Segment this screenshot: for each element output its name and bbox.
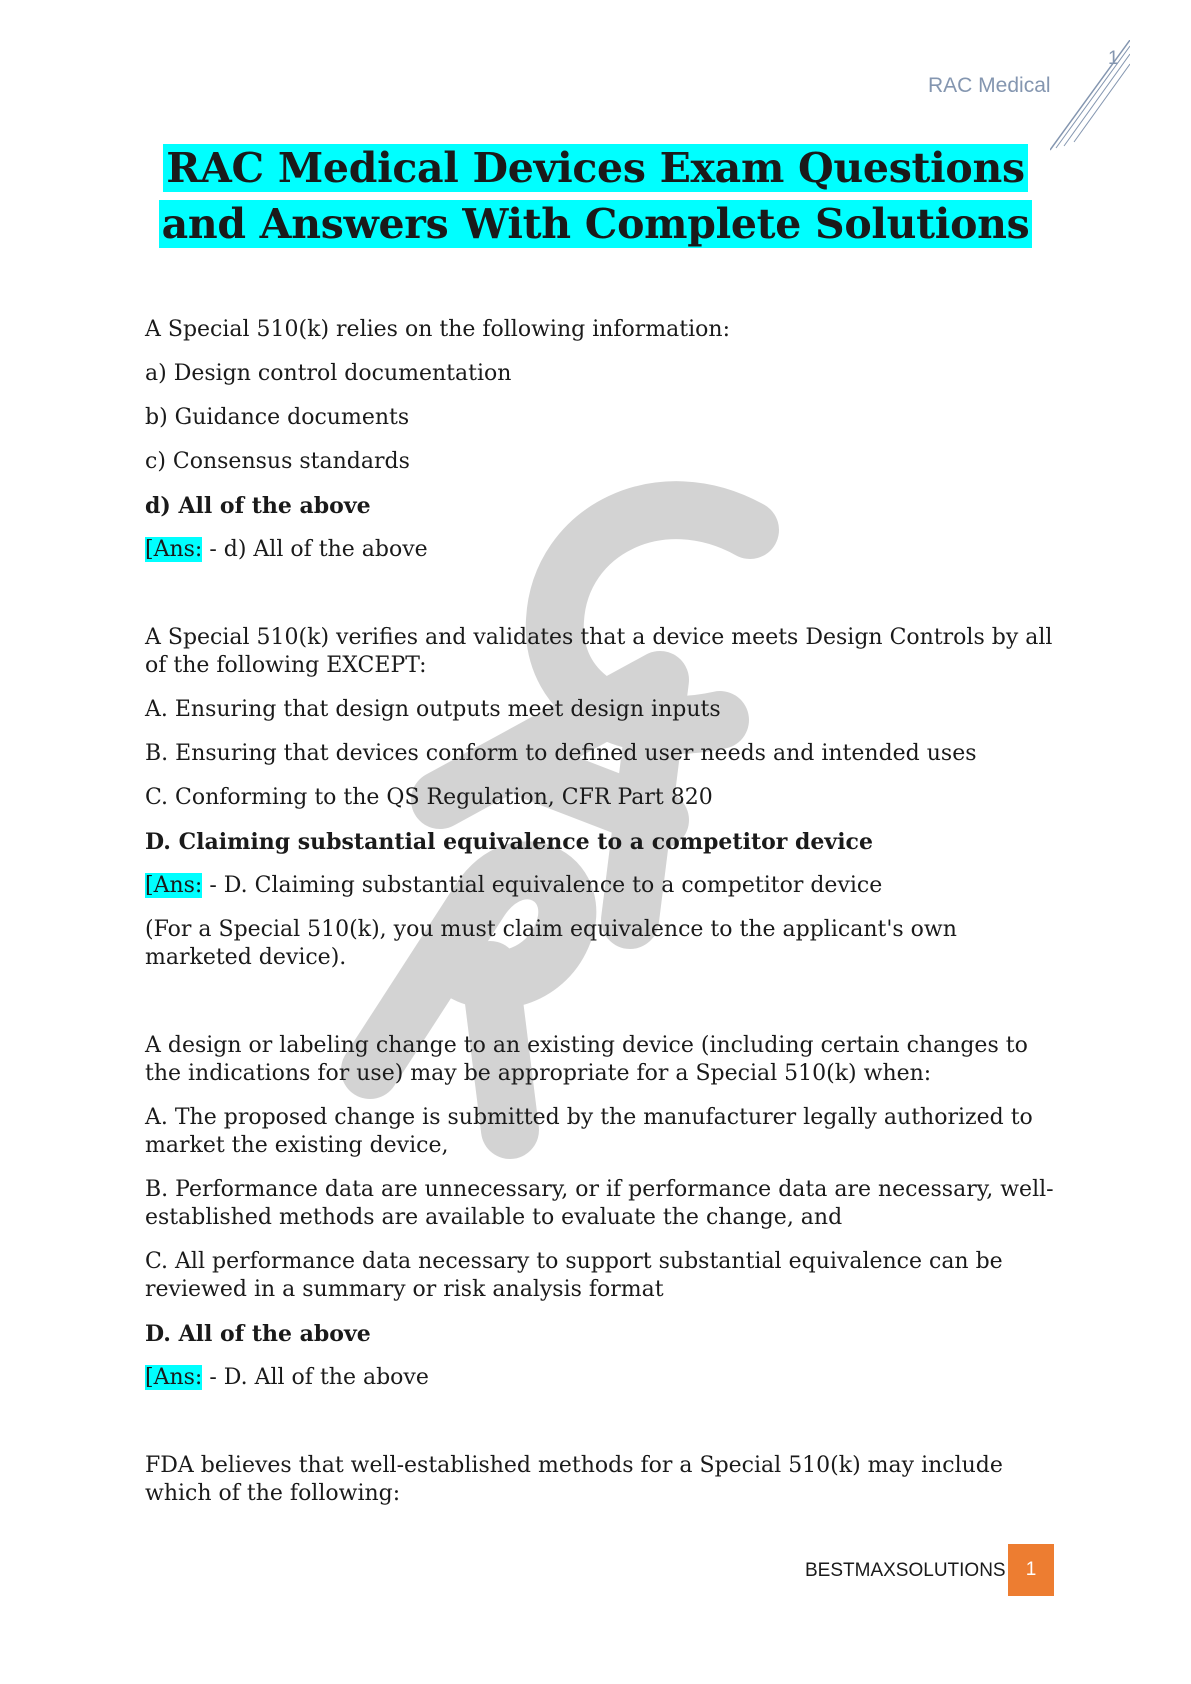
- answer-label: [Ans:: [145, 537, 203, 562]
- questions-content: [145, 316, 1055, 1524]
- answer-text: - D. Claiming substantial equivalence to a competitor device: [202, 873, 883, 898]
- title-line-2: and Answers With Complete Solutions: [159, 200, 1033, 248]
- question-3-option-b: B. Performance data are unnecessary, or if performance data are necessary, well-established methods are available to evaluate the change, and: [145, 1177, 1054, 1230]
- title-line-1: RAC Medical Devices Exam Questions: [163, 144, 1028, 192]
- question-2-text: A Special 510(k) verifies and validates that a device meets Design Controls by all of the following EXCEPT:: [145, 625, 1053, 678]
- header-title: RAC Medical: [928, 74, 1051, 97]
- footer-brand: BESTMAXSOLUTIONS: [805, 1560, 1006, 1581]
- answer-label: [Ans:: [145, 1365, 203, 1390]
- question-2-option-c: C. Conforming to the QS Regulation, CFR Part 820: [145, 785, 713, 810]
- question-3-correct-option: D. All of the above: [145, 1321, 371, 1347]
- answer-text: - d) All of the above: [202, 537, 428, 562]
- footer-page-badge: 1: [1008, 1544, 1054, 1596]
- question-1-option-b: b) Guidance documents: [145, 405, 410, 430]
- question-3-option-c: C. All performance data necessary to support substantial equivalence can be reviewed in a summary or risk analysis format: [145, 1249, 1003, 1302]
- question-1-option-c: c) Consensus standards: [145, 449, 410, 474]
- question-3-option-a: A. The proposed change is submitted by the manufacturer legally authorized to market the existing device,: [145, 1105, 1033, 1158]
- question-2-correct-option: D. Claiming substantial equivalence to a competitor device: [145, 829, 873, 855]
- question-3-answer: [145, 1364, 1055, 1392]
- question-1-answer: [145, 536, 1055, 564]
- question-2-option-b: B. Ensuring that devices conform to defined user needs and intended uses: [145, 741, 977, 766]
- header-page-number: 1: [1108, 48, 1119, 69]
- question-4-text: FDA believes that well-established methods for a Special 510(k) may include which of the following:: [145, 1453, 1003, 1506]
- question-2-answer: [145, 872, 1055, 900]
- question-2-note: (For a Special 510(k), you must claim equivalence to the applicant's own marketed device).: [145, 917, 957, 970]
- question-2-option-a: A. Ensuring that design outputs meet design inputs: [145, 697, 721, 722]
- document-title: [100, 140, 1091, 252]
- question-1-option-a: a) Design control documentation: [145, 361, 512, 386]
- answer-label: [Ans:: [145, 873, 203, 898]
- question-3-text: A design or labeling change to an existing device (including certain changes to the indications for use) may be appropriate for a Special 510(k) when:: [145, 1033, 1028, 1086]
- question-1-correct-option: d) All of the above: [145, 493, 371, 519]
- question-1-text: A Special 510(k) relies on the following information:: [145, 317, 730, 342]
- answer-text: - D. All of the above: [202, 1365, 429, 1390]
